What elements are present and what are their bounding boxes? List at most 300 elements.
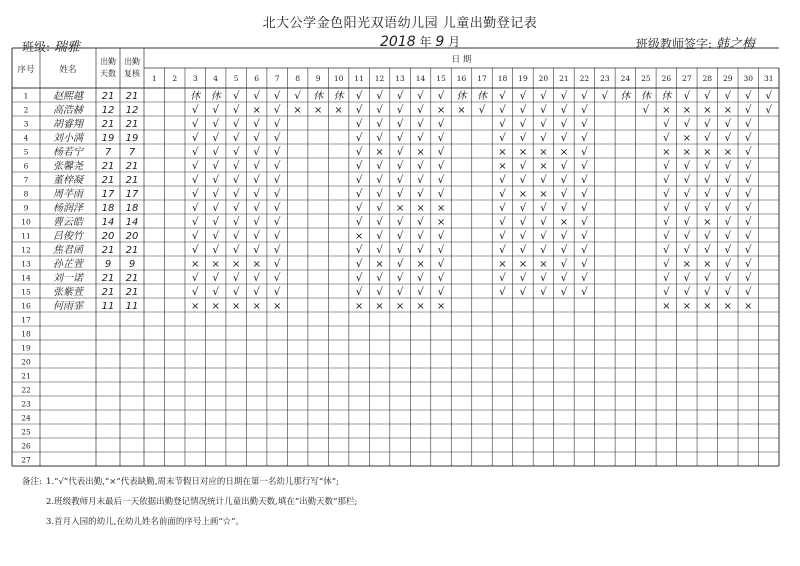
present-mark: √ [294,90,301,102]
present-mark: √ [212,118,220,130]
present-mark: √ [273,286,281,298]
row-number: 10 [21,217,31,227]
present-mark: √ [683,272,691,284]
attend-days: 21 [101,175,115,186]
row-number: 2 [23,105,29,115]
form-title: 北大公学金色阳光双语幼儿园 儿童出勤登记表 [262,16,538,31]
absent-mark: × [395,301,405,312]
present-mark: √ [437,230,445,242]
absent-mark: × [703,301,712,312]
present-mark: √ [581,258,588,270]
present-mark: √ [273,146,281,158]
present-mark: √ [662,132,670,144]
present-mark: √ [232,174,240,186]
present-mark: √ [519,90,527,102]
attend-verify: 18 [125,203,139,214]
child-name: 杨若宁 [53,147,83,158]
present-mark: √ [683,174,691,186]
present-mark: √ [417,118,424,130]
day-number: 30 [743,74,754,83]
day-number: 11 [354,74,364,83]
present-mark: √ [499,286,506,298]
day-number: 18 [497,74,508,83]
row-number: 9 [23,203,29,213]
present-mark: √ [744,132,752,144]
present-mark: √ [683,286,691,298]
present-mark: √ [683,160,691,172]
row-number: 19 [21,343,31,353]
present-mark: √ [683,118,691,130]
present-mark: √ [662,230,670,242]
absent-mark: × [498,147,507,158]
attend-verify: 21 [125,91,139,102]
present-mark: √ [519,286,527,298]
absent-mark: × [334,105,343,116]
present-mark: √ [662,244,670,256]
present-mark: √ [601,90,609,102]
present-mark: √ [396,286,404,298]
present-mark: √ [540,230,547,242]
present-mark: √ [499,90,506,102]
present-mark: √ [376,230,383,242]
present-mark: √ [355,244,363,256]
present-mark: √ [540,132,547,144]
present-mark: √ [253,272,261,284]
present-mark: √ [437,174,445,186]
row-number: 24 [21,413,31,423]
present-mark: √ [499,104,506,116]
header-attend: 天数 [100,69,116,78]
attend-days: 21 [101,119,115,130]
row-number: 20 [21,357,31,367]
absent-mark: × [354,301,364,312]
present-mark: √ [253,216,261,228]
day-number: 5 [233,74,239,83]
absent-mark: × [539,189,548,200]
present-mark: √ [560,272,568,284]
row-number: 18 [21,329,31,339]
attend-verify: 11 [125,301,139,312]
present-mark: √ [662,160,670,172]
present-mark: √ [662,286,670,298]
class-value: 瑞雅 [53,40,80,55]
attend-days: 12 [101,105,115,116]
absent-mark: × [539,259,548,270]
present-mark: √ [703,202,711,214]
present-mark: √ [273,244,281,256]
absent-mark: × [682,105,692,116]
present-mark: √ [519,132,527,144]
attend-verify: 14 [125,217,139,228]
absent-mark: × [682,259,692,270]
present-mark: √ [540,202,547,214]
absent-mark: × [354,231,364,242]
absent-mark: × [252,259,261,270]
present-mark: √ [662,188,670,200]
absent-mark: × [662,301,671,312]
day-number: 3 [192,74,198,83]
absent-mark: × [518,189,528,200]
present-mark: √ [417,104,424,116]
present-mark: √ [560,188,568,200]
present-mark: √ [396,146,404,158]
present-mark: √ [212,286,220,298]
present-mark: √ [744,146,752,158]
present-mark: √ [499,244,506,256]
present-mark: √ [437,286,445,298]
day-number: 22 [579,74,590,83]
present-mark: √ [703,90,711,102]
present-mark: √ [355,272,363,284]
present-mark: √ [355,118,363,130]
attend-days: 14 [101,217,115,228]
present-mark: √ [253,244,261,256]
absent-mark: × [662,147,671,158]
present-mark: √ [499,132,506,144]
present-mark: √ [724,132,732,144]
present-mark: √ [355,104,363,116]
present-mark: √ [724,174,732,186]
present-mark: √ [744,90,752,102]
header-verify: 出勤 [124,57,140,66]
absent-mark: × [723,147,732,158]
child-name: 杨润泽 [53,203,83,214]
present-mark: √ [765,104,773,116]
present-mark: √ [191,160,199,172]
present-mark: √ [437,146,445,158]
absent-mark: × [723,301,732,312]
present-mark: √ [744,230,752,242]
present-mark: √ [560,244,568,256]
day-number: 19 [518,74,528,83]
present-mark: √ [724,272,732,284]
present-mark: √ [396,188,404,200]
absent-mark: × [293,105,302,116]
child-name: 周芊雨 [53,189,83,200]
present-mark: √ [560,90,568,102]
holiday-mark: 休 [476,91,487,102]
day-number: 6 [254,74,260,83]
present-mark: √ [703,174,711,186]
attend-days: 17 [101,189,115,200]
present-mark: √ [212,230,220,242]
absent-mark: × [211,259,220,270]
present-mark: √ [581,286,588,298]
day-number: 27 [682,74,692,83]
present-mark: √ [560,230,568,242]
present-mark: √ [703,272,711,284]
present-mark: √ [232,160,240,172]
present-mark: √ [355,286,363,298]
note-2: 2.班级教师月末最后一天依据出勤登记情况统计儿童出勤天数,填在“出勤天数”那栏; [46,497,358,507]
present-mark: √ [232,272,240,284]
day-number: 10 [333,74,344,83]
present-mark: √ [560,160,568,172]
child-name: 董梓凝 [53,175,83,186]
present-mark: √ [560,286,568,298]
absent-mark: × [539,147,548,158]
day-number: 28 [702,74,713,83]
present-mark: √ [581,244,588,256]
day-number: 16 [456,74,467,83]
day-number: 4 [213,74,219,83]
present-mark: √ [744,202,752,214]
row-number: 15 [21,287,31,297]
row-number: 16 [21,301,31,311]
present-mark: √ [581,118,588,130]
present-mark: √ [724,160,732,172]
present-mark: √ [191,174,199,186]
row-number: 14 [21,273,31,283]
absent-mark: × [518,259,528,270]
present-mark: √ [376,104,383,116]
present-mark: √ [581,90,588,102]
holiday-mark: 休 [210,91,221,102]
day-number: 25 [641,74,651,83]
row-number: 26 [21,441,31,451]
day-number: 1 [151,74,157,83]
present-mark: √ [273,216,281,228]
present-mark: √ [581,188,588,200]
present-mark: √ [519,118,527,130]
present-mark: √ [581,230,588,242]
present-mark: √ [642,104,650,116]
holiday-mark: 休 [313,91,324,102]
present-mark: √ [744,244,752,256]
present-mark: √ [355,258,363,270]
teacher-label: 班级教师签字: [636,37,713,51]
absent-mark: × [395,203,405,214]
attend-verify: 21 [125,119,139,130]
present-mark: √ [376,118,383,130]
present-mark: √ [683,188,691,200]
attend-days: 21 [101,273,115,284]
absent-mark: × [436,105,446,116]
present-mark: √ [191,244,199,256]
absent-mark: × [191,301,200,312]
month-label: 月 [448,35,461,49]
present-mark: √ [396,216,404,228]
present-mark: √ [744,118,752,130]
present-mark: √ [560,202,568,214]
present-mark: √ [662,118,670,130]
note-1: 1.“√”代表出勤,“×”代表缺勤,周末节假日对应的日期在第一名幼儿那行写“休”; [46,477,339,487]
present-mark: √ [212,146,220,158]
attend-verify: 17 [125,189,139,200]
present-mark: √ [273,230,281,242]
present-mark: √ [560,104,568,116]
absent-mark: × [559,217,569,228]
present-mark: √ [540,286,547,298]
child-name: 赵熙越 [53,91,83,102]
notes-label: 备注: [22,477,42,487]
attend-days: 9 [104,259,112,270]
absent-mark: × [682,133,692,144]
present-mark: √ [581,174,588,186]
row-number: 8 [23,189,29,199]
present-mark: √ [212,202,220,214]
day-number: 8 [295,74,301,83]
present-mark: √ [191,132,199,144]
absent-mark: × [416,301,425,312]
present-mark: √ [683,230,691,242]
holiday-mark: 休 [640,91,651,102]
present-mark: √ [499,118,506,130]
present-mark: √ [376,272,383,284]
attend-days: 21 [101,245,115,256]
present-mark: √ [560,118,568,130]
present-mark: √ [191,216,199,228]
child-name: 张紫萱 [53,287,83,298]
day-number: 12 [374,74,385,83]
absent-mark: × [416,203,425,214]
attend-verify: 9 [128,259,136,270]
attend-verify: 19 [125,133,139,144]
present-mark: √ [683,90,691,102]
header-seq: 序号 [17,65,35,75]
attend-verify: 12 [125,105,139,116]
present-mark: √ [355,188,363,200]
present-mark: √ [744,160,752,172]
absent-mark: × [375,259,384,270]
present-mark: √ [540,216,547,228]
row-number: 17 [21,315,31,325]
present-mark: √ [437,90,445,102]
present-mark: √ [499,202,506,214]
absent-mark: × [272,301,282,312]
present-mark: √ [253,230,261,242]
attend-days: 11 [101,301,115,312]
present-mark: √ [273,272,281,284]
absent-mark: × [231,301,241,312]
present-mark: √ [540,104,547,116]
child-name: 胡睿翔 [53,119,83,130]
present-mark: √ [519,244,527,256]
present-mark: √ [273,174,281,186]
absent-mark: × [682,301,692,312]
row-number: 27 [21,455,31,465]
present-mark: √ [437,258,445,270]
day-number: 13 [395,74,405,83]
present-mark: √ [417,272,424,284]
present-mark: √ [744,188,752,200]
present-mark: √ [191,104,199,116]
present-mark: √ [355,160,363,172]
attend-days: 21 [101,91,115,102]
header-name: 姓名 [59,65,77,75]
present-mark: √ [724,286,732,298]
day-number: 31 [763,74,774,83]
child-name: 刘小满 [53,133,83,144]
notes-section [22,472,357,532]
present-mark: √ [376,160,383,172]
row-number: 4 [23,133,29,143]
attend-verify: 20 [125,231,139,242]
present-mark: √ [703,244,711,256]
present-mark: √ [703,286,711,298]
present-mark: √ [724,118,732,130]
present-mark: √ [191,188,199,200]
header-attend: 出勤 [100,57,116,66]
day-number: 23 [600,74,610,83]
row-number: 5 [23,147,29,157]
present-mark: √ [683,216,691,228]
child-name: 刘一诺 [53,273,83,284]
present-mark: √ [581,202,588,214]
present-mark: √ [437,118,445,130]
header-verify: 复核 [124,69,140,78]
present-mark: √ [232,244,240,256]
absent-mark: × [518,147,528,158]
present-mark: √ [253,90,261,102]
row-number: 21 [21,371,31,381]
present-mark: √ [478,104,486,116]
present-mark: √ [273,188,281,200]
present-mark: √ [540,244,547,256]
present-mark: √ [273,132,281,144]
attend-verify: 21 [125,175,139,186]
present-mark: √ [191,202,199,214]
present-mark: √ [396,244,404,256]
present-mark: √ [253,160,261,172]
row-number: 1 [23,91,29,101]
present-mark: √ [212,160,220,172]
present-mark: √ [376,90,383,102]
present-mark: √ [376,216,383,228]
row-number: 11 [21,231,31,241]
present-mark: √ [253,202,261,214]
holiday-mark: 休 [456,91,467,102]
present-mark: √ [355,132,363,144]
absent-mark: × [211,301,220,312]
present-mark: √ [273,90,281,102]
present-mark: √ [703,132,711,144]
absent-mark: × [375,301,384,312]
present-mark: √ [396,90,404,102]
present-mark: √ [499,272,506,284]
present-mark: √ [519,202,527,214]
present-mark: √ [417,132,424,144]
absent-mark: × [744,301,753,312]
absent-mark: × [457,105,466,116]
absent-mark: × [436,217,446,228]
present-mark: √ [273,202,281,214]
day-number: 26 [661,74,672,83]
present-mark: √ [376,286,383,298]
child-name: 高浩赫 [53,105,83,116]
present-mark: √ [253,174,261,186]
present-mark: √ [273,118,281,130]
absent-mark: × [723,105,732,116]
day-number: 14 [415,74,426,83]
present-mark: √ [417,160,424,172]
holiday-mark: 休 [661,91,672,102]
present-mark: √ [212,132,220,144]
present-mark: √ [376,188,383,200]
present-mark: √ [273,104,281,116]
month-value: 9 [435,34,445,50]
absent-mark: × [682,147,692,158]
present-mark: √ [355,216,363,228]
absent-mark: × [191,259,200,270]
present-mark: √ [191,272,199,284]
present-mark: √ [724,244,732,256]
child-name: 吕俊竹 [53,231,83,242]
teacher-signature: 韩之梅 [715,37,755,52]
absent-mark: × [231,259,241,270]
present-mark: √ [724,230,732,242]
present-mark: √ [417,286,424,298]
